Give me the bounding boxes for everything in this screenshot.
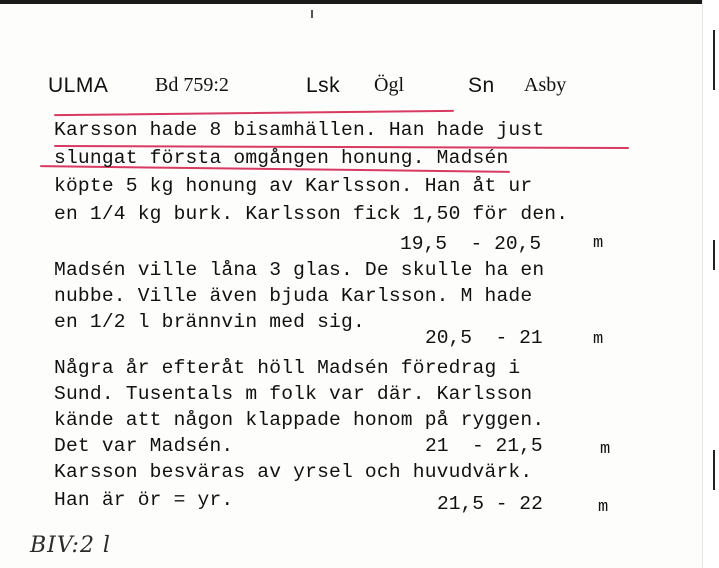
text-line-2: slungat första omgången honung. Madsén bbox=[54, 147, 509, 169]
measurement-unit-4: m bbox=[598, 498, 609, 517]
measurement-range-4: 21,5 - 22 bbox=[437, 493, 543, 515]
text-line-11: Det var Madsén. bbox=[54, 435, 234, 457]
parish-label: Sn bbox=[468, 74, 495, 97]
text-line-10: kände att någon klappade honom på ryggen. bbox=[54, 409, 545, 431]
ink-speck bbox=[311, 10, 313, 18]
measurement-unit-2: m bbox=[593, 330, 604, 349]
volume-ref: Bd 759:2 bbox=[155, 74, 229, 96]
text-line-9: Sund. Tusentals m folk var där. Karlsson bbox=[54, 383, 533, 405]
text-line-4: en 1/4 kg burk. Karlsson fick 1,50 för den. bbox=[54, 203, 569, 225]
region-value: Ögl bbox=[374, 74, 404, 96]
text-line-1: Karsson hade 8 bisamhällen. Han hade just bbox=[54, 119, 545, 141]
measurement-range-1: 19,5 - 20,5 bbox=[400, 233, 542, 255]
card-header bbox=[0, 74, 719, 104]
measurement-unit-3: m bbox=[600, 440, 611, 459]
archive-code: ULMA bbox=[48, 74, 109, 97]
region-label: Lsk bbox=[306, 74, 341, 97]
text-line-8: Några år efteråt höll Madsén föredrag i bbox=[54, 357, 521, 379]
card-top-edge bbox=[0, 0, 719, 4]
text-line-6: nubbe. Ville även bjuda Karlsson. M hade bbox=[54, 285, 533, 307]
measurement-range-2: 20,5 - 21 bbox=[425, 327, 543, 349]
handwritten-signature: BIV:2 l bbox=[30, 533, 111, 558]
measurement-unit-1: m bbox=[593, 234, 604, 253]
red-underline-top bbox=[54, 110, 454, 116]
parish-value: Asby bbox=[524, 74, 567, 96]
measurement-range-3: 21 - 21,5 bbox=[425, 435, 543, 457]
text-line-3: köpte 5 kg honung av Karlsson. Han åt ur bbox=[54, 175, 533, 197]
text-line-7: en 1/2 l brännvin med sig. bbox=[54, 311, 365, 333]
text-line-12: Karsson besväras av yrsel och huvudvärk. bbox=[54, 461, 533, 483]
text-line-13: Han är ör = yr. bbox=[54, 489, 234, 511]
text-line-5: Madsén ville låna 3 glas. De skulle ha en bbox=[54, 259, 545, 281]
